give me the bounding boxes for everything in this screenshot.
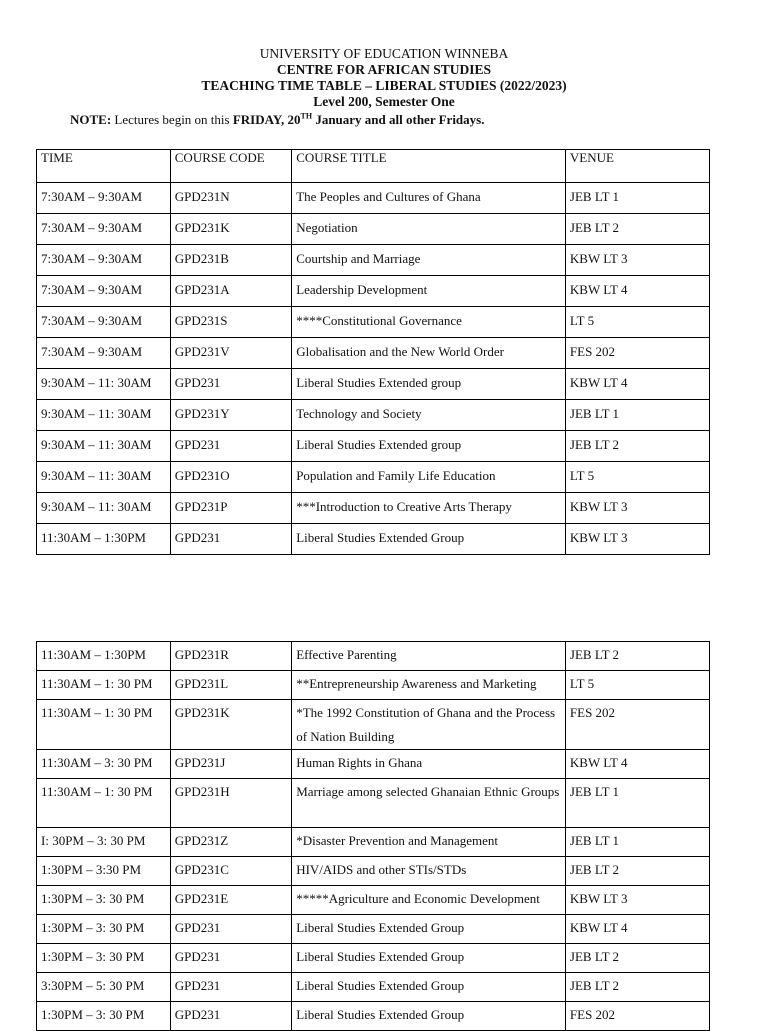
table-row [37, 1002, 710, 1031]
timetable-table-1 [36, 149, 710, 555]
header-time: TIME [37, 150, 171, 183]
level-semester: Level 200, Semester One [313, 94, 455, 109]
cell-course-title: Leadership Development [292, 276, 566, 307]
cell-venue: LT 5 [565, 462, 709, 493]
cell-venue: FES 202 [565, 700, 709, 750]
note-day-sup: TH [300, 111, 313, 121]
cell-course-title: Marriage among selected Ghanaian Ethnic Groups [292, 779, 566, 828]
cell-time: 7:30AM – 9:30AM [37, 245, 171, 276]
table-row [37, 779, 710, 828]
cell-time: 11:30AM – 1: 30 PM [37, 700, 171, 750]
cell-venue: JEB LT 2 [565, 857, 709, 886]
cell-course-code: GPD231A [170, 276, 291, 307]
table-row [37, 857, 710, 886]
cell-course-code: GPD231S [170, 307, 291, 338]
table-row [37, 671, 710, 700]
timetable-table-2 [36, 641, 710, 1031]
cell-time: 7:30AM – 9:30AM [37, 214, 171, 245]
cell-time: 9:30AM – 11: 30AM [37, 369, 171, 400]
table-row [37, 307, 710, 338]
cell-time: 11:30AM – 1:30PM [37, 642, 171, 671]
cell-venue: JEB LT 2 [565, 642, 709, 671]
table-row [37, 750, 710, 779]
cell-time: 7:30AM – 9:30AM [37, 276, 171, 307]
cell-course-code: GPD231 [170, 973, 291, 1002]
cell-course-title: Liberal Studies Extended Group [292, 973, 566, 1002]
cell-course-title: *****Agriculture and Economic Development [292, 886, 566, 915]
cell-course-title: Liberal Studies Extended group [292, 431, 566, 462]
cell-venue: LT 5 [565, 671, 709, 700]
cell-course-code: GPD231 [170, 1002, 291, 1031]
cell-course-code: GPD231R [170, 642, 291, 671]
cell-course-title: Liberal Studies Extended Group [292, 915, 566, 944]
cell-course-title: Liberal Studies Extended group [292, 369, 566, 400]
cell-course-code: GPD231 [170, 369, 291, 400]
cell-venue: KBW LT 4 [565, 369, 709, 400]
cell-course-code: GPD231Y [170, 400, 291, 431]
cell-venue: JEB LT 1 [565, 400, 709, 431]
cell-venue: JEB LT 1 [565, 828, 709, 857]
table-row [37, 700, 710, 750]
cell-venue: FES 202 [565, 1002, 709, 1031]
cell-venue: JEB LT 2 [565, 214, 709, 245]
note-tail: January and all other Fridays. [312, 112, 485, 127]
cell-time: 1:30PM – 3: 30 PM [37, 944, 171, 973]
cell-time: 11:30AM – 1: 30 PM [37, 779, 171, 828]
table-row [37, 642, 710, 671]
table-row [37, 915, 710, 944]
cell-course-title: **Entrepreneurship Awareness and Marketing [292, 671, 566, 700]
cell-course-title: *Disaster Prevention and Management [292, 828, 566, 857]
table-row [37, 214, 710, 245]
cell-course-title: Effective Parenting [292, 642, 566, 671]
cell-time: 1:30PM – 3: 30 PM [37, 886, 171, 915]
table-row [37, 431, 710, 462]
cell-time: 7:30AM – 9:30AM [37, 338, 171, 369]
cell-course-title: Negotiation [292, 214, 566, 245]
table-row [37, 245, 710, 276]
cell-time: 9:30AM – 11: 30AM [37, 462, 171, 493]
note-label: NOTE: [70, 112, 112, 127]
cell-venue: FES 202 [565, 338, 709, 369]
cell-time: 1:30PM – 3:30 PM [37, 857, 171, 886]
table-row [37, 369, 710, 400]
cell-venue: KBW LT 3 [565, 493, 709, 524]
cell-venue: JEB LT 2 [565, 944, 709, 973]
cell-course-title: Technology and Society [292, 400, 566, 431]
table-header-row [37, 150, 710, 183]
cell-course-title: Courtship and Marriage [292, 245, 566, 276]
cell-course-code: GPD231 [170, 524, 291, 555]
cell-course-title: Human Rights in Ghana [292, 750, 566, 779]
cell-course-code: GPD231H [170, 779, 291, 828]
cell-venue: KBW LT 3 [565, 245, 709, 276]
note-day: FRIDAY, 20 [232, 112, 301, 127]
table-row [37, 400, 710, 431]
table-row [37, 338, 710, 369]
cell-course-code: GPD231O [170, 462, 291, 493]
table-row [37, 276, 710, 307]
cell-course-title: Liberal Studies Extended Group [292, 1002, 566, 1031]
cell-time: 11:30AM – 3: 30 PM [37, 750, 171, 779]
cell-course-title: Globalisation and the New World Order [292, 338, 566, 369]
cell-venue: JEB LT 2 [565, 431, 709, 462]
cell-course-code: GPD231E [170, 886, 291, 915]
cell-course-title: *The 1992 Constitution of Ghana and the Process of Nation Building [292, 700, 566, 750]
cell-venue: JEB LT 1 [565, 779, 709, 828]
cell-time: 9:30AM – 11: 30AM [37, 431, 171, 462]
cell-course-code: GPD231L [170, 671, 291, 700]
cell-course-code: GPD231B [170, 245, 291, 276]
cell-venue: KBW LT 4 [565, 915, 709, 944]
note-line [70, 112, 484, 128]
table-row [37, 973, 710, 1002]
cell-venue: KBW LT 4 [565, 750, 709, 779]
centre-name: CENTRE FOR AFRICAN STUDIES [276, 62, 492, 77]
cell-venue: KBW LT 3 [565, 886, 709, 915]
cell-time: 1:30PM – 3: 30 PM [37, 1002, 171, 1031]
cell-venue: JEB LT 1 [565, 183, 709, 214]
cell-time: I: 30PM – 3: 30 PM [37, 828, 171, 857]
cell-venue: JEB LT 2 [565, 973, 709, 1002]
cell-time: 11:30AM – 1:30PM [37, 524, 171, 555]
table-row [37, 493, 710, 524]
cell-course-code: GPD231P [170, 493, 291, 524]
cell-course-code: GPD231V [170, 338, 291, 369]
cell-course-code: GPD231J [170, 750, 291, 779]
cell-course-title: The Peoples and Cultures of Ghana [292, 183, 566, 214]
header-course-title: COURSE TITLE [292, 150, 566, 183]
cell-course-title: ****Constitutional Governance [292, 307, 566, 338]
cell-time: 7:30AM – 9:30AM [37, 307, 171, 338]
cell-venue: KBW LT 3 [565, 524, 709, 555]
table-row [37, 886, 710, 915]
cell-time: 11:30AM – 1: 30 PM [37, 671, 171, 700]
cell-time: 1:30PM – 3: 30 PM [37, 915, 171, 944]
header-course-code: COURSE CODE [170, 150, 291, 183]
cell-course-title: Population and Family Life Education [292, 462, 566, 493]
cell-time: 3:30PM – 5: 30 PM [37, 973, 171, 1002]
cell-time: 9:30AM – 11: 30AM [37, 493, 171, 524]
table-row [37, 524, 710, 555]
cell-time: 7:30AM – 9:30AM [37, 183, 171, 214]
cell-time: 9:30AM – 11: 30AM [37, 400, 171, 431]
timetable-title: TEACHING TIME TABLE – LIBERAL STUDIES (2022/2023) [201, 78, 567, 93]
cell-course-code: GPD231C [170, 857, 291, 886]
cell-course-title: HIV/AIDS and other STIs/STDs [292, 857, 566, 886]
cell-course-title: Liberal Studies Extended Group [292, 524, 566, 555]
cell-venue: LT 5 [565, 307, 709, 338]
table-row [37, 462, 710, 493]
cell-course-title: Liberal Studies Extended Group [292, 944, 566, 973]
cell-course-code: GPD231K [170, 214, 291, 245]
university-name: UNIVERSITY OF EDUCATION WINNEBA [259, 46, 509, 61]
table-row [37, 944, 710, 973]
cell-course-code: GPD231 [170, 431, 291, 462]
note-text: Lectures begin on this [111, 112, 233, 127]
cell-course-code: GPD231K [170, 700, 291, 750]
cell-venue: KBW LT 4 [565, 276, 709, 307]
cell-course-code: GPD231 [170, 915, 291, 944]
cell-course-code: GPD231N [170, 183, 291, 214]
cell-course-title: ***Introduction to Creative Arts Therapy [292, 493, 566, 524]
table-row [37, 183, 710, 214]
cell-course-code: GPD231 [170, 944, 291, 973]
document-header [0, 46, 768, 110]
cell-course-code: GPD231Z [170, 828, 291, 857]
table-row [37, 828, 710, 857]
header-venue: VENUE [565, 150, 709, 183]
